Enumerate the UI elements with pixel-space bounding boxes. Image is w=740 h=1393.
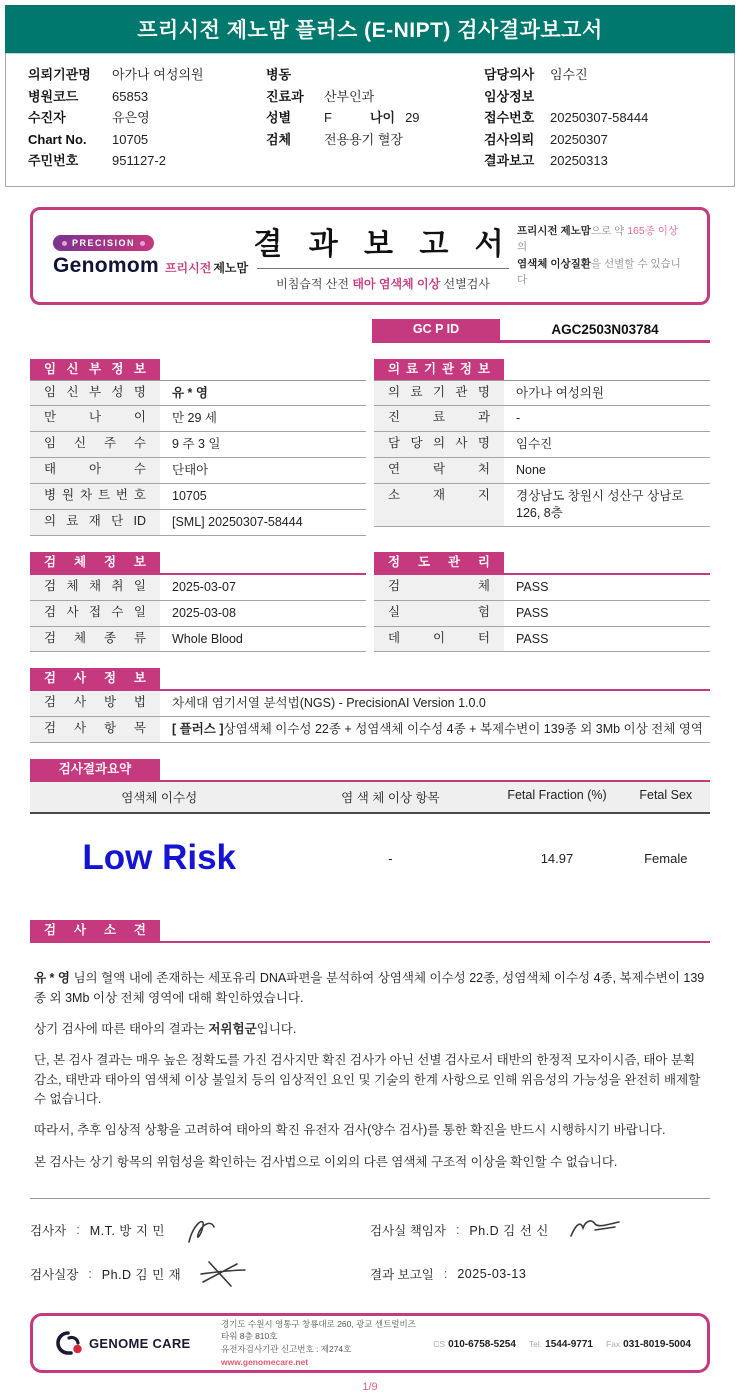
row-value: 경상남도 창원시 성산구 상남로 126, 8층	[504, 484, 710, 526]
table-row	[374, 406, 710, 432]
section-title-qc: 정 도 관 리	[374, 552, 504, 573]
genomom-logo	[53, 233, 249, 279]
brand-name: Genomom	[53, 254, 159, 277]
info-row	[28, 107, 266, 129]
signature-row	[370, 1213, 710, 1247]
table-row	[30, 510, 366, 536]
clinic-info-table	[374, 359, 710, 527]
section-title-pregnant: 임 신 부 정 보	[30, 359, 160, 380]
footer-card	[30, 1313, 710, 1373]
row-label: 검 체	[374, 575, 504, 600]
signer-role: 검사실장	[30, 1265, 78, 1283]
row-label: 임 신 주 수	[30, 432, 160, 457]
summary-header-fetal-fraction: Fetal Fraction (%)	[492, 782, 621, 812]
signer-name: M.T. 방 지 민	[90, 1221, 165, 1239]
info-row	[484, 150, 718, 172]
row-value: -	[504, 406, 710, 431]
test-info-row	[30, 668, 710, 743]
row-label: 데 이 터	[374, 627, 504, 652]
opinion-paragraph: 따라서, 추후 임상적 상황을 고려하여 태아의 확진 유전자 검사(양수 검사)를 통한 확진을 반드시 시행하시기 바랍니다.	[34, 1121, 706, 1140]
info-row	[28, 86, 266, 108]
pregnant-info-table	[30, 359, 366, 536]
row-label: 임 신 부 성 명	[30, 381, 160, 406]
field-label: 접수번호	[484, 107, 550, 129]
table-row	[374, 381, 710, 407]
tel-label: Tel.	[529, 1339, 542, 1349]
row-value: None	[504, 458, 710, 483]
info-row	[28, 64, 266, 86]
result-abnormal-item: -	[288, 851, 492, 866]
colon: :	[456, 1223, 459, 1237]
info-tables-row	[30, 359, 710, 536]
opinion-text: 님의 혈액 내에 존재하는 세포유리 DNA파편을 분석하여 상염색체 이수성 22종, 성염색체 이수성 4종, 복제수변이 139종 외 3Mb 이상 전체 영역에 대해 확인하였습니다.	[34, 971, 704, 1004]
footer-contacts	[433, 1334, 691, 1352]
website-link[interactable]: www.genomecare.net	[221, 1357, 308, 1367]
signer-role: 검사실 책임자	[370, 1221, 446, 1239]
note-text3: 을 선별할 수 있습니다	[517, 258, 681, 286]
summary-header-row	[30, 782, 710, 814]
specimen-info-table	[30, 552, 366, 653]
note-highlight: 165종 이상	[627, 225, 678, 237]
address-line2: 유전자검사기관 신고번호 : 제274호	[221, 1344, 351, 1354]
brand-kr: 제노맘	[213, 261, 248, 275]
signer-name: Ph.D 김 민 재	[102, 1265, 181, 1283]
row-value: 만 29 세	[160, 406, 366, 431]
report-title: 결 과 보 고 서	[249, 219, 517, 263]
field-value: F	[324, 107, 332, 129]
field-value: 20250307-58444	[550, 107, 648, 129]
fax-contact	[606, 1334, 691, 1352]
field-label: 진료과	[266, 86, 324, 108]
row-value: 2025-03-07	[160, 575, 366, 600]
field-value: 20250313	[550, 150, 608, 172]
row-label: 검 사 항 목	[30, 717, 160, 742]
page-indicator: 1/9	[30, 1381, 710, 1393]
precision-badge	[53, 235, 154, 251]
field-label: 담당의사	[484, 64, 550, 86]
summary-header-aneuploidy: 염색체 이수성	[30, 782, 288, 812]
field-label: 병원코드	[28, 86, 112, 108]
info-row	[266, 64, 484, 86]
note-bold2: 염색체 이상질환	[517, 258, 591, 270]
opinion-text: 상기 검사에 따른 태아의 결과는	[34, 1022, 208, 1036]
summary-table	[30, 759, 710, 904]
row-value: PASS	[504, 627, 710, 652]
row-value: 아가나 여성의원	[504, 381, 710, 406]
summary-section	[30, 759, 710, 904]
info-row	[484, 129, 718, 151]
table-row	[30, 575, 366, 601]
info-row	[484, 86, 718, 108]
brand-line	[53, 254, 249, 278]
section-title-opinion: 검 사 소 견	[30, 920, 160, 941]
row-value	[160, 717, 710, 742]
note-text2: 의	[517, 241, 527, 253]
row-value: 단태아	[160, 458, 366, 483]
badge-dot-icon	[62, 241, 67, 246]
signature-row	[30, 1213, 370, 1247]
tel-contact	[529, 1334, 593, 1352]
row-value: 10705	[160, 484, 366, 509]
note-text1: 으로 약	[591, 225, 627, 237]
field-value: 유은영	[112, 107, 150, 129]
row-value: 9 주 3 일	[160, 432, 366, 457]
precision-badge-label: PRECISION	[72, 238, 135, 248]
top-banner	[5, 5, 735, 53]
row-label: 소 재 지	[374, 484, 504, 526]
cs-label: CS	[433, 1339, 445, 1349]
genome-care-logo-text: GENOME CARE	[89, 1336, 191, 1351]
field-value: 임수진	[550, 64, 588, 86]
row-label: 검 사 접 수 일	[30, 601, 160, 626]
field-value: 10705	[112, 129, 148, 151]
section-title-test: 검 사 정 보	[30, 668, 160, 689]
gcpid-value: AGC2503N03784	[500, 319, 710, 340]
subtitle-highlight: 태아 염색체 이상	[352, 277, 440, 291]
signature-row	[30, 1257, 370, 1291]
field-label: 나이	[370, 107, 395, 129]
field-value: 29	[405, 107, 419, 129]
opinion-paragraph	[34, 1020, 706, 1039]
opinion-body	[30, 943, 710, 1172]
opinion-section	[30, 920, 710, 1172]
signature-icon	[197, 1258, 257, 1290]
table-row	[30, 484, 366, 510]
row-label: 검 체 종 류	[30, 627, 160, 652]
signature-col-right	[370, 1213, 710, 1291]
row-label: 실 험	[374, 601, 504, 626]
row-label: 의 료 재 단 ID	[30, 510, 160, 535]
report-date-label: 결과 보고일	[370, 1265, 434, 1283]
gcpid-row	[372, 319, 710, 343]
row-value: 임수진	[504, 432, 710, 457]
test-info-table	[30, 668, 710, 743]
section-title-specimen: 검 체 정 보	[30, 552, 160, 573]
info-row	[28, 150, 266, 172]
info-row	[28, 129, 266, 151]
signature-icon	[181, 1214, 241, 1246]
row-label: 의 료 기 관 명	[374, 381, 504, 406]
field-value: 20250307	[550, 129, 608, 151]
subtitle-pre: 비침습적 산전	[276, 277, 352, 291]
colon: :	[444, 1267, 447, 1281]
signature-col-left	[30, 1213, 370, 1291]
row-label: 만 나 이	[30, 406, 160, 431]
field-label: 주민번호	[28, 150, 112, 172]
field-label: 수진자	[28, 107, 112, 129]
signature-block	[30, 1198, 710, 1291]
row-value: 2025-03-08	[160, 601, 366, 626]
field-value: 951127-2	[112, 150, 166, 172]
row-value: [SML] 20250307-58444	[160, 510, 366, 535]
qc-table	[374, 552, 710, 653]
signer-role: 검사자	[30, 1221, 66, 1239]
row-value-rest: 상염색체 이수성 22종 + 성염색체 이수성 4종 + 복제수변이 139종 외 3Mb 이상 전체 영역	[224, 721, 703, 738]
badge-dot-icon	[140, 241, 145, 246]
field-label: 병동	[266, 64, 324, 86]
report-date-value: 2025-03-13	[457, 1267, 526, 1281]
field-label: 검체	[266, 129, 324, 151]
signer-name: Ph.D 김 선 신	[469, 1221, 548, 1239]
field-value: 전용용기 혈장	[324, 129, 403, 151]
patient-info-col2	[266, 64, 484, 172]
table-row	[30, 381, 366, 407]
table-row	[30, 717, 710, 743]
row-value-bold: [ 플러스 ]	[172, 721, 224, 738]
field-label: 임상정보	[484, 86, 550, 108]
result-fetal-fraction: 14.97	[492, 851, 621, 866]
field-value: 65853	[112, 86, 148, 108]
field-label: 결과보고	[484, 150, 550, 172]
row-label: 담 당 의 사 명	[374, 432, 504, 457]
section-title-clinic: 의 료 기 관 정 보	[374, 359, 504, 380]
fax-label: Fax	[606, 1339, 620, 1349]
row-label: 검 사 방 법	[30, 691, 160, 716]
signature-row	[370, 1257, 710, 1291]
row-value: 차세대 염기서열 분석법(NGS) - PrecisionAI Version 1.0.0	[160, 691, 710, 716]
row-label: 태 아 수	[30, 458, 160, 483]
top-banner-title: 프리시전 제노맘 플러스 (E-NIPT) 검사결과보고서	[137, 19, 603, 42]
cs-number: 010-6758-5254	[448, 1339, 516, 1350]
brand-kr-highlight: 프리시전	[165, 261, 211, 275]
opinion-text: 입니다.	[257, 1022, 297, 1036]
table-row	[374, 432, 710, 458]
info-row	[266, 129, 484, 151]
opinion-paragraph: 본 검사는 상기 항목의 위험성을 확인하는 검사법으로 이외의 다른 염색체 구조적 이상을 확인할 수 없습니다.	[34, 1153, 706, 1172]
report-page	[0, 5, 740, 1393]
colon: :	[76, 1223, 79, 1237]
section-title-summary: 검사결과요약	[30, 759, 160, 780]
table-row	[30, 601, 366, 627]
address-line1: 경기도 수원시 영통구 창룡대로 260, 광교 센트럴비즈타워 8층 810호	[221, 1319, 416, 1342]
report-content	[30, 207, 710, 1393]
table-row	[374, 575, 710, 601]
summary-result-row	[30, 814, 710, 904]
report-header-card	[30, 207, 710, 305]
header-note	[517, 223, 687, 288]
row-value: PASS	[504, 601, 710, 626]
note-bold1: 프리시전 제노맘	[517, 225, 591, 237]
row-label: 검 체 채 취 일	[30, 575, 160, 600]
table-row	[374, 458, 710, 484]
opinion-paragraph	[34, 969, 706, 1008]
table-row	[30, 627, 366, 653]
field-value: 아가나 여성의원	[112, 64, 204, 86]
table-row	[30, 691, 710, 717]
report-title-block	[249, 219, 517, 292]
result-fetal-sex: Female	[622, 851, 710, 866]
table-row	[374, 601, 710, 627]
info-row	[484, 107, 718, 129]
table-row	[30, 458, 366, 484]
table-row	[374, 484, 710, 527]
genome-care-logo	[49, 1328, 207, 1358]
info-row	[484, 64, 718, 86]
genome-care-mark-icon	[49, 1328, 83, 1358]
title-divider	[257, 268, 509, 269]
table-row	[30, 406, 366, 432]
info-row	[266, 86, 484, 108]
fax-number: 031-8019-5004	[623, 1339, 691, 1350]
result-term-bold: 저위험군	[208, 1022, 256, 1036]
table-row	[30, 432, 366, 458]
row-label: 연 락 처	[374, 458, 504, 483]
cs-contact	[433, 1334, 516, 1352]
summary-header-abnormal: 염 색 체 이상 항목	[288, 782, 492, 812]
patient-info-col1	[28, 64, 266, 172]
row-value: 유 * 영	[160, 381, 366, 406]
report-subtitle	[249, 275, 517, 292]
specimen-qc-row	[30, 552, 710, 653]
patient-info-box	[5, 53, 735, 187]
row-value: Whole Blood	[160, 627, 366, 652]
gcpid-label: GC P ID	[372, 319, 500, 340]
opinion-paragraph: 단, 본 검사 결과는 매우 높은 정확도를 가진 검사지만 확진 검사가 아닌 선별 검사로서 태반의 한정적 모자이시즘, 태아 분획 감소, 태반과 태아의 염색체 이상 불일치 등의 임상적인 요인 및 기술의 한계 사항으로 인해 위음성의 가능성을 완전히 배제할 수 없습니다.	[34, 1051, 706, 1109]
patient-name-bold: 유 * 영	[34, 971, 70, 985]
signature-icon	[565, 1214, 625, 1246]
field-label: 성별	[266, 107, 324, 129]
subtitle-post: 선별검사	[440, 277, 490, 291]
summary-header-fetal-sex: Fetal Sex	[622, 782, 710, 812]
footer-address	[221, 1318, 419, 1369]
row-label: 병 원 차 트 번 호	[30, 484, 160, 509]
tel-number: 1544-9771	[545, 1339, 593, 1350]
row-value: PASS	[504, 575, 710, 600]
field-label: 의뢰기관명	[28, 64, 112, 86]
colon: :	[88, 1267, 91, 1281]
field-label: Chart No.	[28, 129, 112, 151]
field-value: 산부인과	[324, 86, 374, 108]
table-row	[374, 627, 710, 653]
info-row	[266, 107, 484, 129]
field-label: 검사의뢰	[484, 129, 550, 151]
result-low-risk: Low Risk	[82, 838, 236, 877]
patient-info-col3	[484, 64, 718, 172]
row-label: 진 료 과	[374, 406, 504, 431]
